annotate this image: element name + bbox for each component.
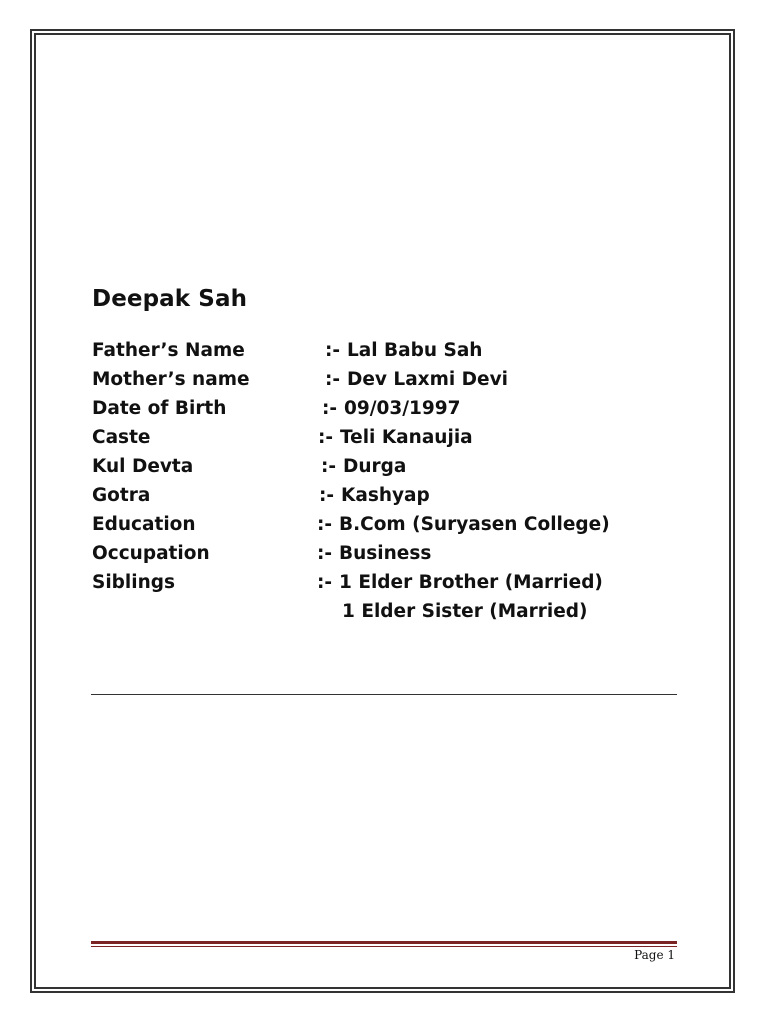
field-row-caste bbox=[92, 427, 692, 456]
field-value: 1 Elder Brother (Married) bbox=[339, 572, 603, 593]
field-separator: :- bbox=[322, 398, 338, 419]
field-row-gotra bbox=[92, 485, 692, 514]
field-label: Caste bbox=[92, 427, 151, 448]
field-row-siblings bbox=[92, 572, 692, 630]
field-separator: :- bbox=[321, 456, 337, 477]
footer-rule bbox=[91, 941, 677, 944]
field-label: Mother’s name bbox=[92, 369, 250, 390]
field-separator: :- bbox=[317, 514, 333, 535]
field-label: Siblings bbox=[92, 572, 176, 593]
field-separator: :- bbox=[317, 543, 333, 564]
field-value-extra: 1 Elder Sister (Married) bbox=[342, 601, 588, 622]
field-value: 09/03/1997 bbox=[344, 398, 461, 419]
field-separator: :- bbox=[318, 427, 334, 448]
field-row-mother bbox=[92, 369, 692, 398]
field-value: B.Com (Suryasen College) bbox=[339, 514, 610, 535]
field-value: Dev Laxmi Devi bbox=[347, 369, 508, 390]
field-separator: :- bbox=[317, 572, 333, 593]
field-label: Father’s Name bbox=[92, 340, 245, 361]
field-label: Occupation bbox=[92, 543, 210, 564]
field-value: Durga bbox=[343, 456, 407, 477]
field-row-kul-devta bbox=[92, 456, 692, 485]
field-row-dob bbox=[92, 398, 692, 427]
field-value: Lal Babu Sah bbox=[347, 340, 483, 361]
field-label: Education bbox=[92, 514, 196, 535]
field-label: Date of Birth bbox=[92, 398, 227, 419]
page-number: Page 1 bbox=[634, 948, 675, 962]
field-row-father bbox=[92, 340, 692, 369]
field-separator: :- bbox=[325, 340, 341, 361]
field-separator: :- bbox=[319, 485, 335, 506]
field-row-occupation bbox=[92, 543, 692, 572]
field-separator: :- bbox=[325, 369, 341, 390]
field-row-education bbox=[92, 514, 692, 543]
field-label: Gotra bbox=[92, 485, 151, 506]
section-divider bbox=[91, 694, 677, 695]
field-value: Business bbox=[339, 543, 432, 564]
field-label: Kul Devta bbox=[92, 456, 194, 477]
field-value: Kashyap bbox=[341, 485, 430, 506]
footer-rule-thin bbox=[91, 946, 677, 947]
field-value: Teli Kanaujia bbox=[340, 427, 473, 448]
profile-name: Deepak Sah bbox=[92, 286, 248, 312]
